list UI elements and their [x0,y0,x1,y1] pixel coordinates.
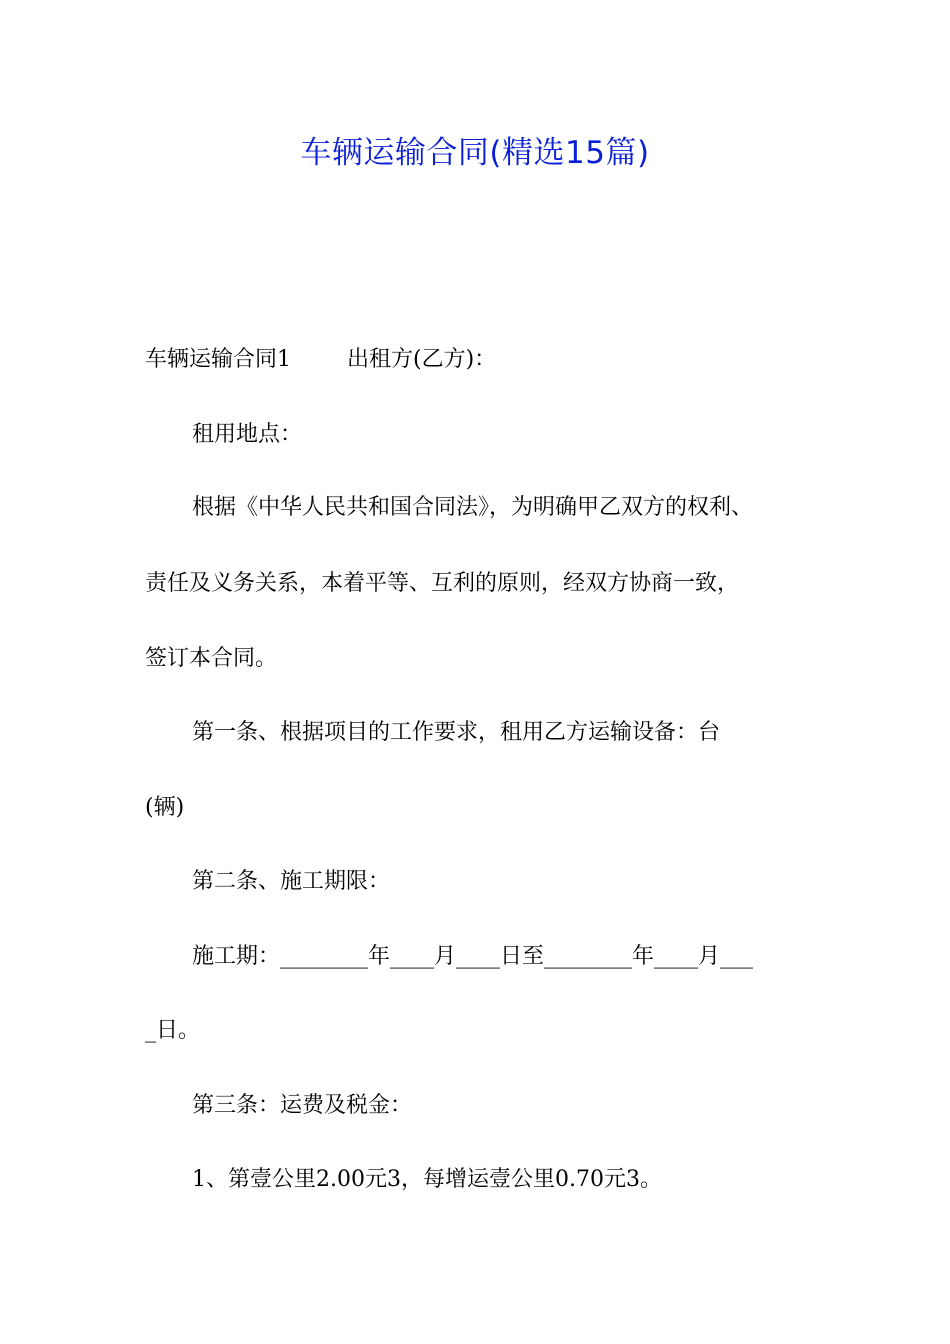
article-one-line: 第一条、根据项目的工作要求，租用乙方运输设备：台 [192,720,721,745]
article-one-continuation: (辆) [145,795,185,820]
paragraph-line: 根据《中华人民共和国合同法》，为明确甲乙双方的权利、 [192,495,754,520]
paragraph-line: 签订本合同。 [145,646,278,671]
paragraph-line: 责任及义务关系，本着平等、互利的原则，经双方协商一致， [145,571,740,596]
fee-item-line: 1、第壹公里2.00元3，每增运壹公里0.70元3。 [192,1167,662,1192]
section-heading-line [145,345,825,375]
contract-number-label: 车辆运输合同1 [145,347,291,372]
construction-period-line: 施工期：________年____月____日至________年____月___ [192,944,754,969]
rental-location-line: 租用地点： [192,422,303,447]
document-title: 车辆运输合同(精选15篇) [300,135,650,171]
article-two-line: 第二条、施工期限： [192,869,391,894]
construction-period-continuation: _日。 [145,1018,201,1043]
article-three-line: 第三条：运费及税金： [192,1093,413,1118]
lessor-label: 出租方(乙方)： [347,347,497,372]
